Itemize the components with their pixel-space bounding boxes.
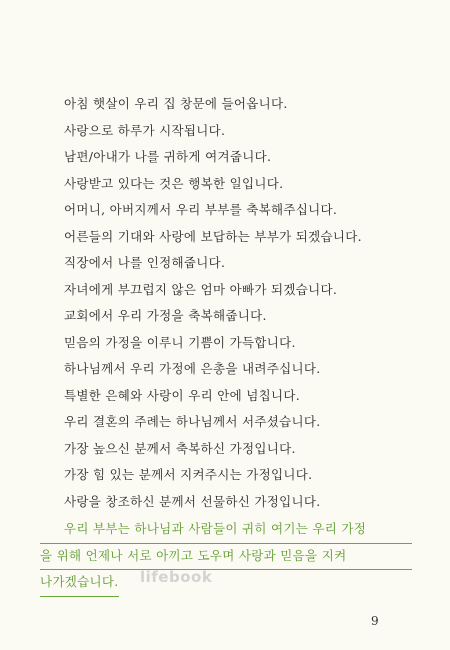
body-line: 사랑받고 있다는 것은 행복한 일입니다. bbox=[64, 175, 284, 191]
body-line: 특별한 은혜와 사랑이 우리 안에 넘칩니다. bbox=[64, 387, 301, 403]
body-line: 남편/아내가 나를 귀하게 여겨줍니다. bbox=[64, 149, 272, 164]
body-text bbox=[64, 91, 424, 515]
body-line: 교회에서 우리 가정을 축복해줍니다. bbox=[64, 308, 267, 323]
pledge-line: 을 위해 언제나 서로 아끼고 도우며 사랑과 믿음을 지켜 bbox=[40, 544, 412, 571]
pledge-line: 우리 부부는 하나님과 사람들이 귀히 여기는 우리 가정 bbox=[40, 517, 412, 544]
page-number: 9 bbox=[371, 614, 379, 628]
body-line: 가장 힘 있는 분께서 지켜주시는 가정입니다. bbox=[64, 467, 313, 482]
body-line: 하나님께서 우리 가정에 은총을 내려주십니다. bbox=[64, 361, 321, 376]
body-line: 직장에서 나를 인정해줍니다. bbox=[64, 255, 226, 270]
body-line: 믿음의 가정을 이루니 기쁨이 가득합니다. bbox=[64, 334, 296, 350]
body-line: 어른들의 기대와 사랑에 보답하는 부부가 되겠습니다. bbox=[64, 228, 362, 244]
body-line: 아침 햇살이 우리 집 창문에 들어옵니다. bbox=[64, 96, 288, 111]
body-line: 자녀에게 부끄럽지 않은 엄마 아빠가 되겠습니다. bbox=[64, 281, 338, 297]
pledge-line: 나가겠습니다. bbox=[40, 570, 119, 597]
body-line: 우리 결혼의 주례는 하나님께서 서주셨습니다. bbox=[64, 414, 321, 429]
body-line: 사랑으로 하루가 시작됩니다. bbox=[64, 122, 226, 138]
body-line: 어머니, 아버지께서 우리 부부를 축복해주십니다. bbox=[64, 202, 338, 217]
highlighted-pledge bbox=[40, 517, 412, 597]
body-line: 사랑을 창조하신 분께서 선물하신 가정입니다. bbox=[64, 493, 321, 509]
watermark-logo: lifebook bbox=[140, 568, 213, 586]
body-line: 가장 높으신 분께서 축복하신 가정입니다. bbox=[64, 440, 296, 456]
